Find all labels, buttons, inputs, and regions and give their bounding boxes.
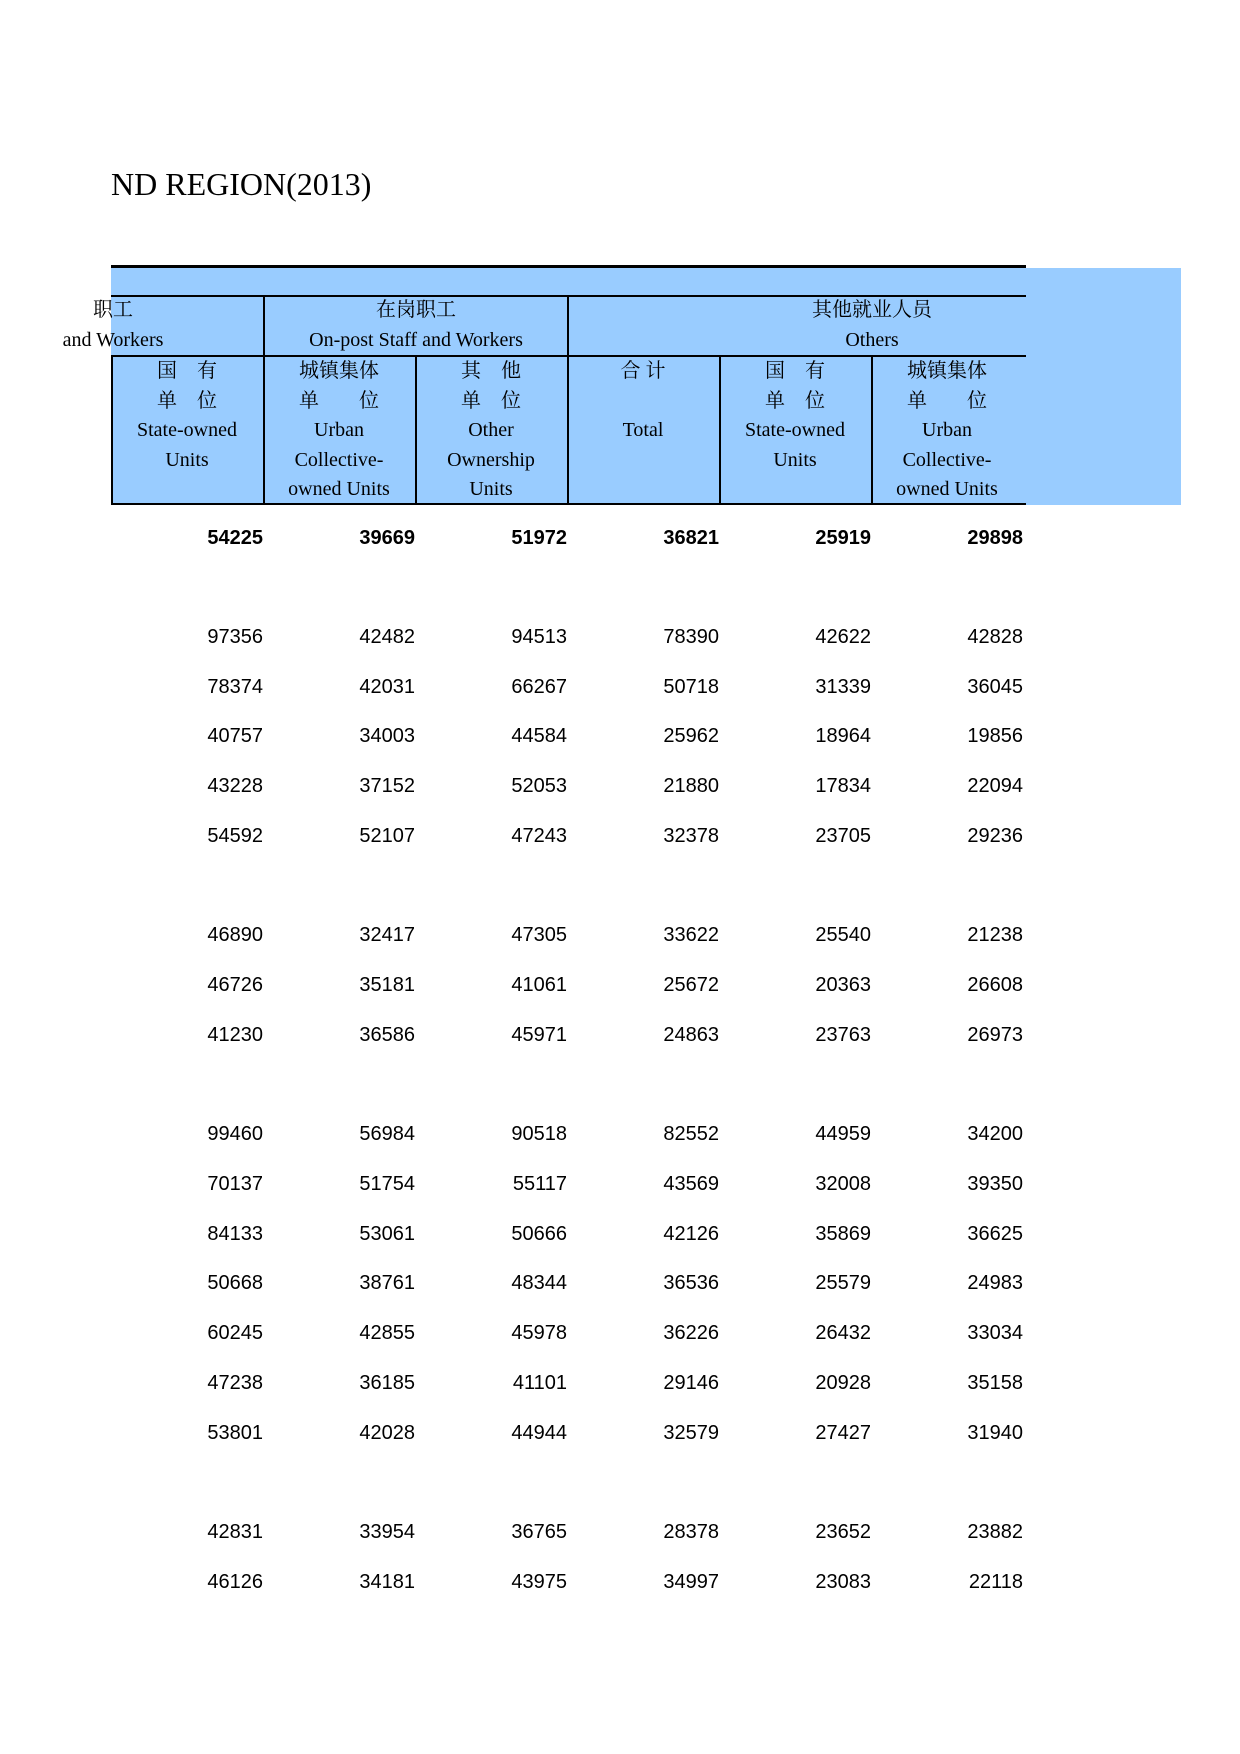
header-line: Other [468, 419, 514, 441]
table-row [111, 1219, 1031, 1249]
cell-value: 33034 [967, 1322, 1023, 1344]
cell-value: 31339 [815, 676, 871, 698]
cell-value: 26973 [967, 1024, 1023, 1046]
header-line: 城镇集体 [299, 360, 379, 382]
header-line: 城镇集体 [907, 360, 987, 382]
cell-value: 46726 [207, 974, 263, 996]
cell-value: 29146 [663, 1372, 719, 1394]
column-header-state-owned [111, 357, 263, 475]
cell-value: 19856 [967, 725, 1023, 747]
header-line: Units [165, 448, 209, 471]
cell-value: 36821 [663, 527, 719, 549]
table-row [111, 1020, 1031, 1050]
table-row [111, 1268, 1031, 1298]
cell-value: 40757 [207, 725, 263, 747]
cell-value: 46890 [207, 924, 263, 946]
cell-value: 23705 [815, 825, 871, 847]
cell-value: 54592 [207, 825, 263, 847]
cell-value: 34997 [663, 1571, 719, 1593]
header-line: Collective- [294, 448, 384, 471]
cell-value: 34003 [359, 725, 415, 747]
cell-value: 46126 [207, 1571, 263, 1593]
cell-value: 26432 [815, 1322, 871, 1344]
cell-value: 29236 [967, 825, 1023, 847]
cell-value: 54225 [207, 527, 263, 549]
cell-value: 97356 [207, 626, 263, 648]
cell-value: 22118 [968, 1571, 1023, 1593]
cell-value: 31940 [967, 1422, 1023, 1444]
header-line: 国 有 [765, 360, 825, 382]
group-header-en: Others [845, 328, 899, 351]
header-line: State-owned [137, 419, 237, 441]
cell-value: 36226 [663, 1322, 719, 1344]
cell-value: 36045 [967, 676, 1023, 698]
header-line: Urban [314, 419, 364, 441]
cell-value: 38761 [359, 1272, 415, 1294]
cell-value: 37152 [359, 775, 415, 797]
statistics-table [62, 260, 1181, 1620]
header-line: owned Units [288, 478, 390, 500]
header-line: 单 位 [907, 389, 987, 412]
cell-value: 24863 [663, 1024, 719, 1046]
cell-value: 44944 [511, 1422, 567, 1444]
table-row [111, 721, 1031, 751]
cell-value: 44584 [511, 725, 567, 747]
group-header-zh: 其他就业人员 [812, 299, 932, 321]
cell-value: 21238 [967, 924, 1023, 946]
cell-value: 43569 [663, 1173, 719, 1195]
table-row-total [111, 523, 1031, 553]
table-title: ND REGION(2013) [111, 166, 372, 202]
cell-value: 32378 [663, 825, 719, 847]
header-line: 单 位 [765, 389, 825, 412]
header-line: 合 计 [620, 360, 666, 382]
cell-value: 44959 [815, 1123, 871, 1145]
cell-value: 27427 [815, 1422, 871, 1444]
header-line: Units [469, 478, 513, 500]
cell-value: 43975 [511, 1571, 567, 1593]
table-row [111, 1169, 1031, 1199]
cell-value: 43228 [207, 775, 263, 797]
header-line [567, 387, 719, 417]
cell-value: 23652 [815, 1521, 871, 1543]
cell-value: 42126 [663, 1223, 719, 1245]
cell-value: 23083 [815, 1571, 871, 1593]
cell-value: 18964 [815, 725, 871, 747]
table-row [111, 1119, 1031, 1149]
cell-value: 45978 [511, 1322, 567, 1344]
cell-value: 39669 [359, 527, 415, 549]
cell-value: 36185 [359, 1372, 415, 1394]
cell-value: 32579 [663, 1422, 719, 1444]
group-header-staff [0, 296, 264, 356]
table-row [111, 1567, 1031, 1597]
cell-value: 29898 [967, 527, 1023, 549]
cell-value: 42831 [207, 1521, 263, 1543]
cell-value: 33954 [359, 1521, 415, 1543]
table-row [111, 1368, 1031, 1398]
cell-value: 82552 [663, 1123, 719, 1145]
cell-value: 35869 [815, 1223, 871, 1245]
header-line: 国 有 [157, 360, 217, 382]
cell-value: 47238 [207, 1372, 263, 1394]
cell-value: 78390 [663, 626, 719, 648]
cell-value: 32008 [815, 1173, 871, 1195]
group-header-en: and Workers [62, 328, 164, 351]
cell-value: 48344 [511, 1272, 567, 1294]
cell-value: 84133 [207, 1223, 263, 1245]
table-row [111, 821, 1031, 851]
cell-value: 51754 [359, 1173, 415, 1195]
cell-value: 25540 [815, 924, 871, 946]
cell-value: 32417 [359, 924, 415, 946]
cell-value: 22094 [967, 775, 1023, 797]
cell-value: 25579 [815, 1272, 871, 1294]
cell-value: 26608 [967, 974, 1023, 996]
cell-value: 56984 [359, 1123, 415, 1145]
cell-value: 41230 [207, 1024, 263, 1046]
cell-value: 94513 [511, 626, 567, 648]
header-line: Ownership [447, 448, 535, 471]
cell-value: 33622 [663, 924, 719, 946]
column-header-total [567, 357, 719, 446]
cell-value: 25919 [815, 527, 871, 549]
header-line: 单 位 [299, 389, 379, 412]
cell-value: 50666 [511, 1223, 567, 1245]
cell-value: 35158 [967, 1372, 1023, 1394]
header-line: State-owned [745, 419, 845, 441]
cell-value: 60245 [207, 1322, 263, 1344]
cell-value: 36586 [359, 1024, 415, 1046]
cell-value: 20363 [815, 974, 871, 996]
cell-value: 42482 [359, 626, 415, 648]
header-line: Total [622, 419, 664, 441]
header-line: 单 位 [157, 389, 217, 412]
header-line: 其 他 [461, 360, 521, 382]
cell-value: 21880 [663, 775, 719, 797]
cell-value: 55117 [512, 1173, 567, 1195]
cell-value: 41061 [511, 974, 567, 996]
cell-value: 47243 [511, 825, 567, 847]
column-header-other-ownership [415, 357, 567, 505]
cell-value: 53801 [207, 1422, 263, 1444]
cell-value: 52107 [359, 825, 415, 847]
header-line: Urban [922, 419, 972, 441]
cell-value: 50668 [207, 1272, 263, 1294]
group-header-on-post [264, 296, 568, 356]
cell-value: 45971 [511, 1024, 567, 1046]
cell-value: 34200 [967, 1123, 1023, 1145]
cell-value: 50718 [663, 676, 719, 698]
cell-value: 51972 [511, 527, 567, 549]
cell-value: 42622 [815, 626, 871, 648]
cell-value: 24983 [967, 1272, 1023, 1294]
cell-value: 70137 [207, 1173, 263, 1195]
cell-value: 53061 [359, 1223, 415, 1245]
table-row [111, 970, 1031, 1000]
group-header-zh: 在岗职工 [376, 299, 456, 321]
cell-value: 52053 [511, 775, 567, 797]
cell-value: 20928 [815, 1372, 871, 1394]
table-row [111, 1418, 1031, 1448]
cell-value: 25672 [663, 974, 719, 996]
column-header-others-state-owned [719, 357, 871, 475]
cell-value: 42031 [359, 676, 415, 698]
cell-value: 41101 [512, 1372, 567, 1394]
cell-value: 36536 [663, 1272, 719, 1294]
group-header-en: On-post Staff and Workers [309, 328, 523, 351]
cell-value: 35181 [359, 974, 415, 996]
table-row [111, 622, 1031, 652]
cell-value: 28378 [663, 1521, 719, 1543]
column-header-others-urban-collective [871, 357, 1023, 505]
cell-value: 42855 [359, 1322, 415, 1344]
cell-value: 36765 [511, 1521, 567, 1543]
table-row [111, 1517, 1031, 1547]
column-header-urban-collective [263, 357, 415, 505]
header-line: Collective- [902, 448, 992, 471]
header-line: owned Units [896, 478, 998, 500]
cell-value: 17834 [815, 775, 871, 797]
header-line: Units [773, 448, 817, 471]
table-row [111, 672, 1031, 702]
group-header-zh: 职工 [93, 299, 133, 321]
cell-value: 66267 [511, 676, 567, 698]
table-row [111, 771, 1031, 801]
cell-value: 99460 [207, 1123, 263, 1145]
group-header-others [568, 296, 1176, 356]
cell-value: 25962 [663, 725, 719, 747]
cell-value: 42028 [359, 1422, 415, 1444]
header-line: 单 位 [461, 389, 521, 412]
cell-value: 23763 [815, 1024, 871, 1046]
table-row [111, 920, 1031, 950]
cell-value: 78374 [207, 676, 263, 698]
cell-value: 36625 [967, 1223, 1023, 1245]
cell-value: 47305 [511, 924, 567, 946]
cell-value: 23882 [967, 1521, 1023, 1543]
cell-value: 90518 [511, 1123, 567, 1145]
cell-value: 34181 [359, 1571, 415, 1593]
table-row [111, 1318, 1031, 1348]
cell-value: 42828 [967, 626, 1023, 648]
cell-value: 39350 [967, 1173, 1023, 1195]
